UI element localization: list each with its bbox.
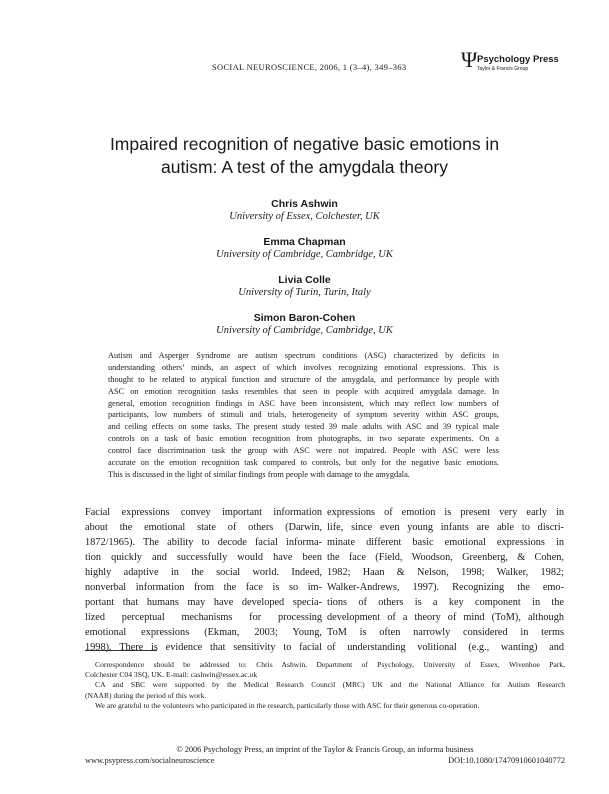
psi-logo-icon: Ψ — [461, 47, 478, 72]
footnote-line: Colchester C04 3SQ, UK. E-mail: cashwin@essex.ac.uk — [85, 670, 258, 680]
abstract-line: participants, low numbers of stimuli and trials, heterogeneity of symptom severity within ASC groups, — [108, 410, 499, 420]
body-line: expressions of emotion is present very early in — [327, 507, 564, 518]
article-title — [60, 133, 549, 179]
body-line: tion quickly and successfully would have been — [85, 552, 322, 563]
abstract — [108, 350, 499, 481]
copyright-notice: © 2006 Psychology Press, an imprint of the Taylor & Francis Group, an informa business — [176, 745, 474, 754]
author-affiliation: University of Cambridge, Cambridge, UK — [216, 325, 393, 336]
author-affiliation: University of Turin, Turin, Italy — [238, 287, 371, 298]
body-line: 1872/1965). The ability to decode facial informa- — [85, 537, 322, 548]
abstract-line: ASC on emotion recognition tasks resembles that seen in people with acquired amygdala damage. In — [108, 386, 499, 396]
body-line: portant that humans may have developed specia- — [85, 597, 322, 608]
body-line: Facial expressions convey important information — [85, 507, 322, 518]
body-line: tions of others is a key component in the — [327, 597, 564, 608]
footnotes — [85, 660, 565, 711]
body-line: 1998). There is evidence that sensitivity to facial — [85, 642, 322, 653]
body-line: life, since even young infants are able to discri- — [327, 522, 564, 533]
footnote-line: (NAAR) during the period of this work. — [85, 690, 207, 700]
body-line: development of a theory of mind (ToM), although — [327, 612, 564, 623]
abstract-line: This is discussed in the light of similar findings from people with damage to the amygdala. — [108, 469, 410, 479]
publisher-tagline: Taylor & Francis Group — [477, 66, 529, 72]
abstract-line: controls on a task of basic emotion recognition from photographs, in two separate experiments. On a — [108, 434, 499, 444]
body-column-right — [327, 505, 564, 655]
author-name: Chris Ashwin — [271, 198, 338, 210]
author-affiliation: University of Essex, Colchester, UK — [229, 211, 380, 222]
publisher-logo — [461, 47, 559, 76]
footnote-divider — [85, 650, 157, 651]
body-column-left — [85, 505, 322, 655]
body-line: about the emotional state of others (Darwin, — [85, 522, 322, 533]
body-line: emotional expressions (Ekman, 2003; Young, — [85, 627, 322, 638]
body-line: highly adaptive in the social world. Indeed, — [85, 567, 322, 578]
title-line: Impaired recognition of negative basic emotions in — [109, 134, 500, 154]
abstract-line: control face discrimination task the group with ASC were not impaired. People with ASC were less — [108, 446, 499, 456]
body-line: ToM is often narrowly considered in terms — [327, 627, 564, 638]
abstract-line: understanding others’ minds, an aspect of which involves recognizing emotional expressions. This is — [108, 362, 499, 372]
abstract-line: thought to be related to atypical function and structure of the amygdala, and performance by people with — [108, 374, 499, 384]
body-line: 1982; Haan & Nelson, 1998; Walker, 1982; — [327, 567, 564, 578]
footnote-line: Correspondence should be addressed to: Chris Ashwin, Department of Psychology, University of Essex, Wivenhoe Park, — [95, 660, 565, 669]
footnote-line: We are grateful to the volunteers who participated in the research, particularly those with ASC for their generous co-operation. — [95, 700, 480, 710]
abstract-line: general, emotion recognition findings in ASC have been inconsistent, which may reflect low numbers of — [108, 398, 499, 408]
publisher-name: Psychology Press — [477, 54, 559, 65]
doi: DOI:10.1080/17470910601040772 — [448, 756, 565, 765]
body-line: lized perceptual mechanisms for processing — [85, 612, 322, 623]
author-name: Emma Chapman — [263, 236, 346, 248]
author-name: Simon Baron-Cohen — [253, 312, 356, 324]
body-line: of understanding volitional (e.g., wanting) and — [327, 642, 564, 653]
author-affiliation: University of Cambridge, Cambridge, UK — [216, 249, 393, 260]
abstract-line: and ceiling effects on some tasks. The present study tested 39 male adults with ASC and 39 typical male — [108, 422, 499, 432]
abstract-line: accurate on the emotion recognition task compared to controls, but only for the negative basic emotions. — [108, 458, 499, 468]
author-name: Livia Colle — [278, 274, 331, 286]
running-head: SOCIAL NEUROSCIENCE, 2006, 1 (3–4), 349–363 — [212, 62, 407, 72]
footnote-line: CA and SBC were supported by the Medical Research Council (MRC) UK and the National Alliance for Autism Research — [95, 680, 565, 690]
body-line: minate different basic emotional expressions in — [327, 537, 564, 548]
body-line: Walker-Andrews, 1997). Recognizing the emo- — [327, 582, 564, 593]
title-line: autism: A test of the amygdala theory — [161, 157, 448, 177]
abstract-line: Autism and Asperger Syndrome are autism spectrum conditions (ASC) characterized by deficits in — [108, 351, 499, 360]
body-line: the face (Field, Woodson, Greenberg, & Cohen, — [327, 552, 564, 563]
body-line: nonverbal information from the face is so im- — [85, 582, 322, 593]
journal-url: www.psypress.com/socialneuroscience — [85, 756, 215, 765]
